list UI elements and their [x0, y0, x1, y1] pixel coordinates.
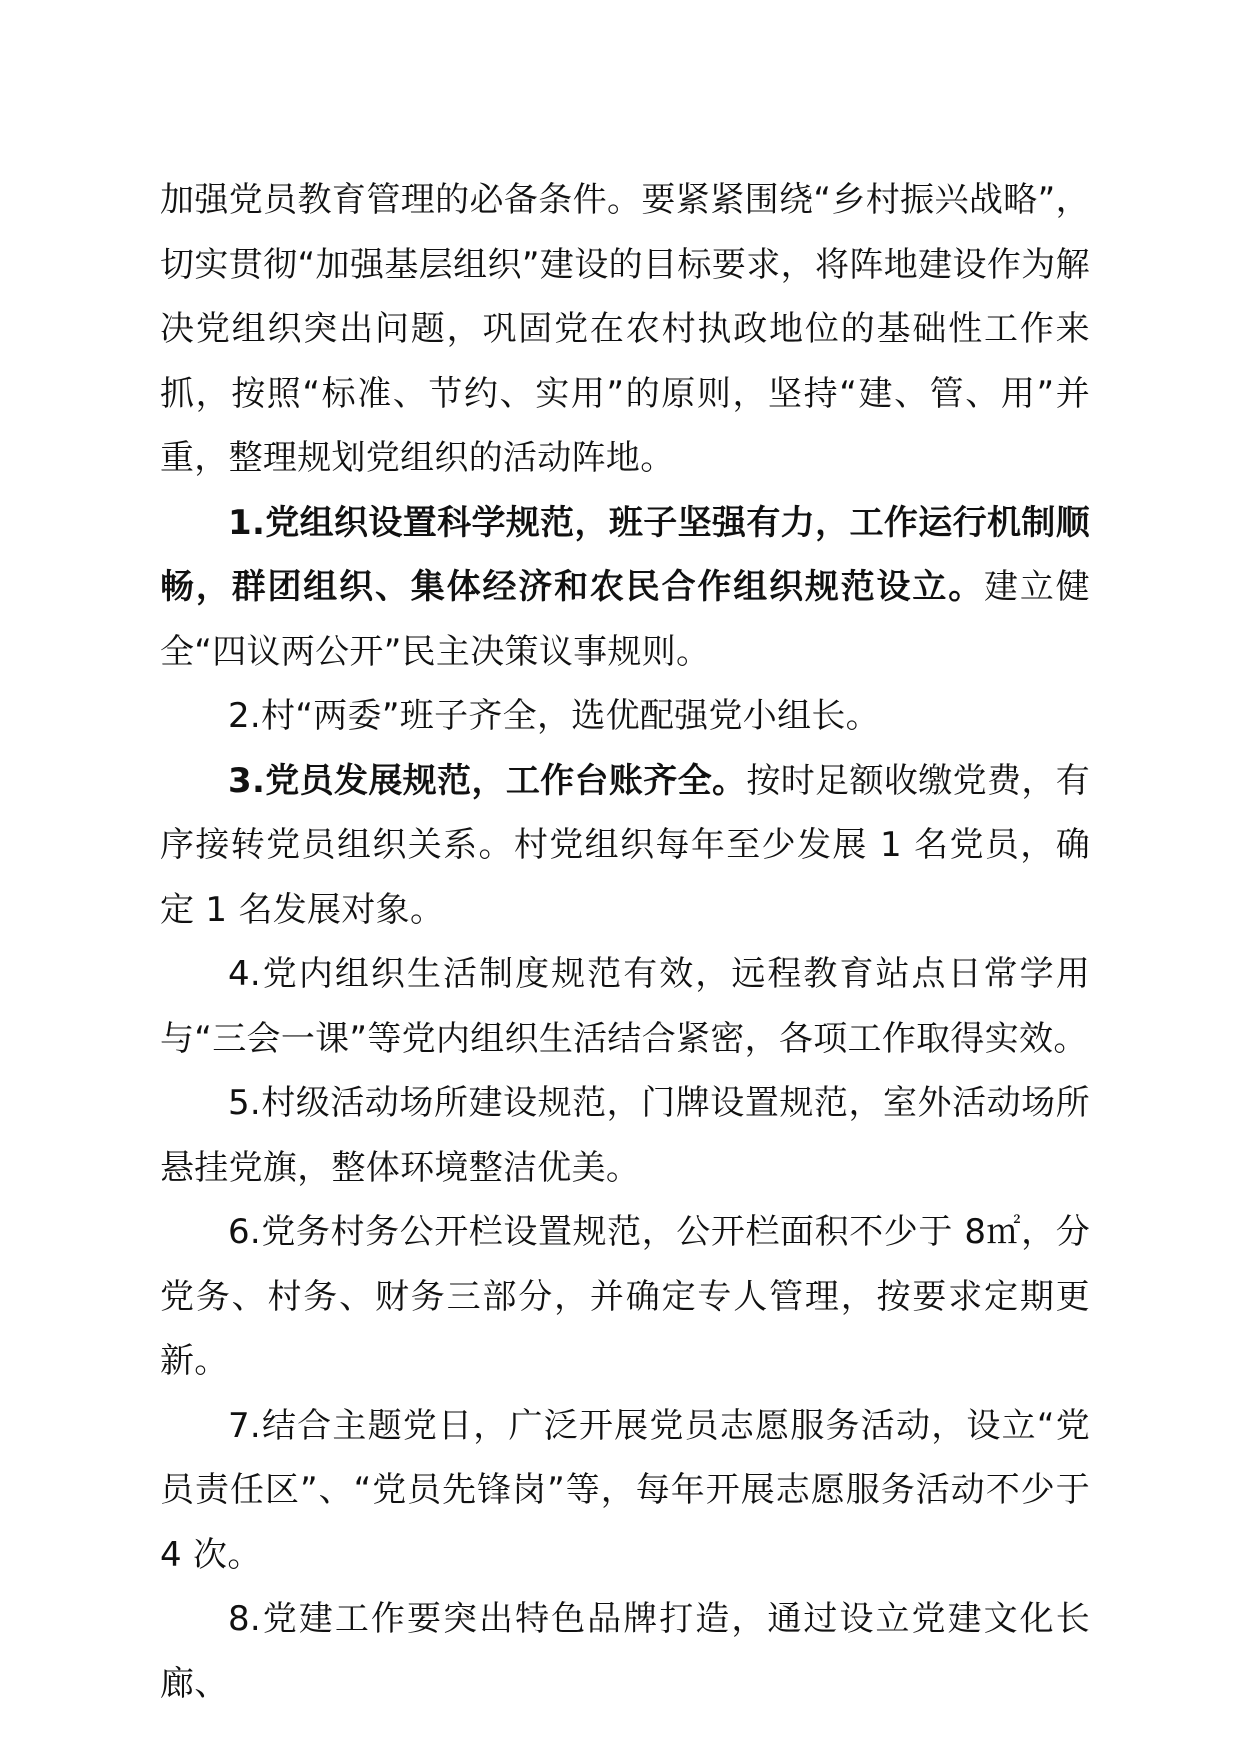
document-body — [160, 168, 1090, 1716]
paragraph-text: 5.村级活动场所建设规范，门牌设置规范，室外活动场所悬挂党旗，整体环境整洁优美。 — [160, 1083, 1090, 1188]
paragraph-item-6 — [160, 1200, 1090, 1394]
paragraph-item-8 — [160, 1587, 1090, 1716]
paragraph-item-7 — [160, 1394, 1090, 1588]
paragraph-text: 2.村“两委”班子齐全，选优配强党小组长。 — [228, 696, 880, 736]
paragraph-text: 7.结合主题党日，广泛开展党员志愿服务活动，设立“党员责任区”、“党员先锋岗”等，每年开展志愿服务活动不少于 4 次。 — [160, 1405, 1090, 1575]
paragraph-text: 4.党内组织生活制度规范有效，远程教育站点日常学用与“三会一课”等党内组织生活结合紧密，各项工作取得实效。 — [160, 954, 1090, 1059]
paragraph-text: 建立健全“四议两公开”民主决策议事规则。 — [160, 567, 1090, 672]
paragraph-item-5 — [160, 1071, 1090, 1200]
paragraph-item-2 — [160, 684, 1090, 749]
paragraph-intro — [160, 168, 1090, 491]
paragraph-item-3 — [160, 749, 1090, 943]
paragraph-item-1 — [160, 491, 1090, 685]
paragraph-text: 加强党员教育管理的必备条件。要紧紧围绕“乡村振兴战略”，切实贯彻“加强基层组织”建设的目标要求，将阵地建设作为解决党组织突出问题，巩固党在农村执政地位的基础性工作来抓，按照“标准、节约、实用”的原则，坚持“建、管、用”并重，整理规划党组织的活动阵地。 — [160, 180, 1090, 478]
paragraph-item-4 — [160, 942, 1090, 1071]
paragraph-text: 8.党建工作要突出特色品牌打造，通过设立党建文化长廊、 — [160, 1599, 1090, 1704]
paragraph-bold-heading: 1.党组织设置科学规范，班子坚强有力，工作运行机制顺畅，群团组织、集体经济和农民合作组织规范设立。 — [160, 502, 1090, 607]
paragraph-text: 6.党务村务公开栏设置规范，公开栏面积不少于 8㎡，分党务、村务、财务三部分，并确定专人管理，按要求定期更新。 — [160, 1212, 1090, 1381]
paragraph-text: 按时足额收缴党费，有序接转党员组织关系。村党组织每年至少发展 1 名党员，确定 1 名发展对象。 — [160, 760, 1090, 930]
paragraph-bold-heading: 3.党员发展规范，工作台账齐全。 — [228, 760, 747, 801]
